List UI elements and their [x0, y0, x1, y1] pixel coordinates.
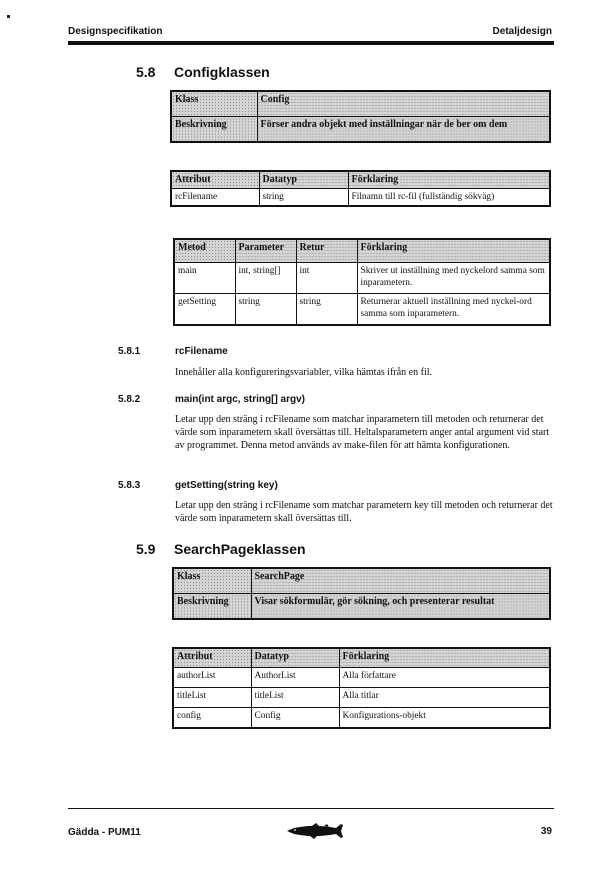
subsection-number: 5.8.1: [118, 346, 141, 357]
klass-value: Config: [257, 91, 550, 117]
subsection-number: 5.8.2: [118, 394, 141, 405]
table-cell: config: [173, 708, 251, 729]
klass-value: SearchPage: [251, 568, 550, 594]
attribute-table-searchpage: [172, 647, 551, 729]
table-cell: Konfigurations-objekt: [339, 708, 550, 729]
table-cell: Filnamn till rc-fil (fullständig sökväg): [348, 189, 550, 207]
section-title: SearchPageklassen: [174, 541, 306, 557]
table-cell: string: [235, 294, 296, 326]
table-cell: authorList: [173, 668, 251, 688]
table-row: [171, 189, 550, 207]
header-rule: [68, 41, 554, 45]
section-title: Configklassen: [174, 64, 270, 80]
table-cell: string: [259, 189, 348, 207]
klass-label: Klass: [171, 91, 257, 117]
subsection-title: rcFilename: [175, 346, 228, 357]
header-chapter: Detaljdesign: [492, 26, 552, 37]
subsection-title: main(int argc, string[] argv): [175, 394, 306, 405]
table-cell: Returnerar aktuell inställning med nyckel-ord samma som inparametern.: [357, 294, 550, 326]
section-number: 5.9: [136, 541, 156, 557]
table-row: [173, 688, 550, 708]
table-cell: main: [174, 263, 235, 294]
subsection-title: getSetting(string key): [175, 480, 278, 491]
table-cell: Alla författare: [339, 668, 550, 688]
table-cell: rcFilename: [171, 189, 259, 207]
beskrivning-value: Visar sökformulär, gör sökning, och presenterar resultat: [251, 594, 550, 620]
table-row: [174, 294, 550, 326]
table-row: [171, 91, 550, 117]
paragraph-getsetting: Letar upp den sträng i rcFilename som matchar parametern key till metoden och returnerar det värde som inparametern skall översättas till.: [175, 500, 553, 524]
beskrivning-value: Förser andra objekt med inställningar när de ber om dem: [257, 117, 550, 143]
table-cell: getSetting: [174, 294, 235, 326]
class-table-searchpage: [172, 567, 551, 620]
header-doc-title: Designspecifikation: [68, 26, 163, 37]
table-row: [171, 117, 550, 143]
col-header: Parameter: [235, 239, 296, 263]
paragraph-main: Letar upp den sträng i rcFilename som matchar inparametern till metoden och returnerar det värde som inparametern skall översättas till. Heltalsparametern anger antal argument vid start av programmet. Denna metod används av make-filen för att hämta konfigurationen.: [175, 414, 550, 451]
footer-title: Gädda - PUM11: [68, 827, 141, 838]
klass-label: Klass: [173, 568, 251, 594]
col-header: Attribut: [173, 648, 251, 668]
scan-speck: [7, 15, 10, 18]
page-number: 39: [540, 826, 552, 837]
pike-fish-icon: [286, 822, 350, 840]
table-header-row: [173, 648, 550, 668]
col-header: Förklaring: [348, 171, 550, 189]
col-header: Datatyp: [251, 648, 339, 668]
paragraph-rcfilename: Innehåller alla konfigureringsvariabler, vilka hämtas ifrån en fil.: [175, 367, 432, 378]
table-cell: Alla titlar: [339, 688, 550, 708]
table-row: [173, 708, 550, 729]
beskrivning-label: Beskrivning: [173, 594, 251, 620]
subsection-number: 5.8.3: [118, 480, 141, 491]
col-header: Attribut: [171, 171, 259, 189]
beskrivning-label: Beskrivning: [171, 117, 257, 143]
table-cell: AuthorList: [251, 668, 339, 688]
col-header: Förklaring: [339, 648, 550, 668]
table-row: [173, 668, 550, 688]
section-number: 5.8: [136, 64, 156, 80]
col-header: Datatyp: [259, 171, 348, 189]
method-table-config: [173, 238, 551, 326]
table-row: [174, 263, 550, 294]
table-row: [173, 568, 550, 594]
table-row: [173, 594, 550, 620]
attribute-table-config: [170, 170, 551, 207]
col-header: Retur: [296, 239, 357, 263]
table-cell: titleList: [251, 688, 339, 708]
table-header-row: [171, 171, 550, 189]
col-header: Förklaring: [357, 239, 550, 263]
table-cell: int: [296, 263, 357, 294]
footer-rule: [68, 808, 554, 809]
table-cell: titleList: [173, 688, 251, 708]
table-cell: Skriver ut inställning med nyckelord samma som inparametern.: [357, 263, 550, 294]
table-cell: string: [296, 294, 357, 326]
class-table-config: [170, 90, 551, 143]
table-cell: Config: [251, 708, 339, 729]
col-header: Metod: [174, 239, 235, 263]
table-cell: int, string[]: [235, 263, 296, 294]
table-header-row: [174, 239, 550, 263]
